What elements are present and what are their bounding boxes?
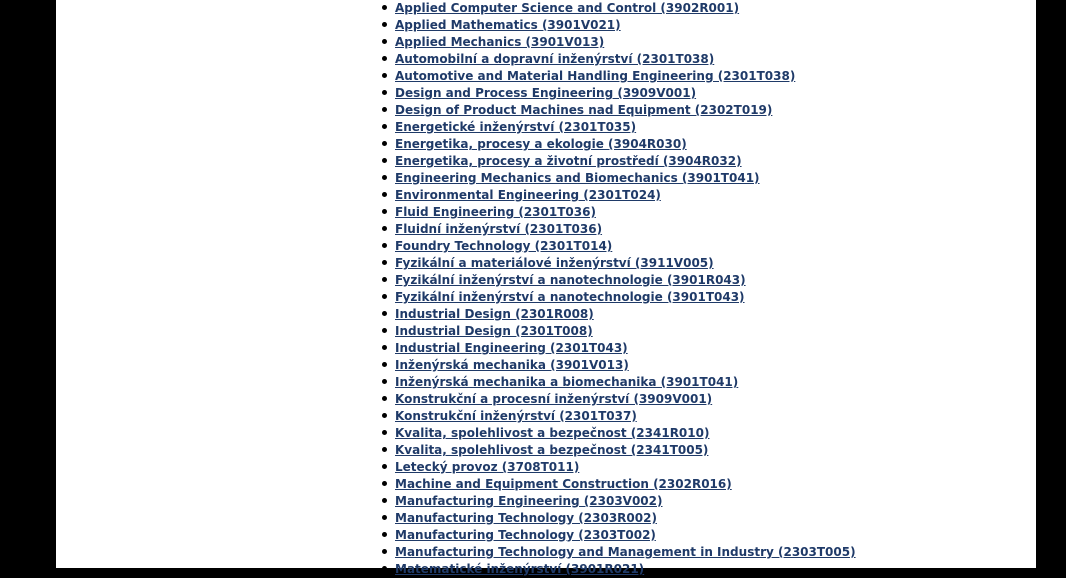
bullet-icon: [382, 243, 387, 248]
bullet-icon: [382, 56, 387, 61]
page-content: [56, 0, 1036, 576]
list-item: [380, 407, 856, 424]
list-item: [380, 220, 856, 237]
program-link[interactable]: Machine and Equipment Construction (2302R016): [395, 477, 732, 491]
bullet-icon: [382, 39, 387, 44]
study-program-list: [380, 0, 856, 577]
list-item: [380, 101, 856, 118]
list-item: [380, 152, 856, 169]
bullet-icon: [382, 311, 387, 316]
list-item: [380, 390, 856, 407]
bullet-icon: [382, 209, 387, 214]
program-link[interactable]: Inženýrská mechanika a biomechanika (3901T041): [395, 375, 739, 389]
list-item: [380, 526, 856, 543]
program-link[interactable]: Automobilní a dopravní inženýrství (2301T038): [395, 52, 715, 66]
bullet-icon: [382, 277, 387, 282]
list-item: [380, 356, 856, 373]
list-item: [380, 322, 856, 339]
bullet-icon: [382, 141, 387, 146]
bullet-icon: [382, 22, 387, 27]
program-link[interactable]: Matematické inženýrství (3901R021): [395, 562, 645, 576]
bullet-icon: [382, 175, 387, 180]
bullet-icon: [382, 396, 387, 401]
program-link[interactable]: Design of Product Machines nad Equipment (2302T019): [395, 103, 773, 117]
bullet-icon: [382, 464, 387, 469]
bullet-icon: [382, 566, 387, 571]
list-item: [380, 67, 856, 84]
bullet-icon: [382, 430, 387, 435]
program-link[interactable]: Applied Mechanics (3901V013): [395, 35, 605, 49]
program-link[interactable]: Fyzikální inženýrství a nanotechnologie (3901R043): [395, 273, 746, 287]
list-item: [380, 543, 856, 560]
program-link[interactable]: Fluid Engineering (2301T036): [395, 205, 596, 219]
program-link[interactable]: Applied Computer Science and Control (3902R001): [395, 1, 740, 15]
bullet-icon: [382, 515, 387, 520]
list-item: [380, 254, 856, 271]
program-link[interactable]: Foundry Technology (2301T014): [395, 239, 613, 253]
list-item: [380, 305, 856, 322]
program-link[interactable]: Industrial Design (2301T008): [395, 324, 593, 338]
bullet-icon: [382, 498, 387, 503]
program-link[interactable]: Manufacturing Engineering (2303V002): [395, 494, 663, 508]
program-link[interactable]: Industrial Engineering (2301T043): [395, 341, 628, 355]
bullet-icon: [382, 90, 387, 95]
program-link[interactable]: Design and Process Engineering (3909V001): [395, 86, 697, 100]
program-link[interactable]: Fluidní inženýrství (2301T036): [395, 222, 603, 236]
bullet-icon: [382, 328, 387, 333]
list-item: [380, 424, 856, 441]
program-link[interactable]: Kvalita, spolehlivost a bezpečnost (2341T005): [395, 443, 709, 457]
list-item: [380, 16, 856, 33]
program-link[interactable]: Fyzikální inženýrství a nanotechnologie (3901T043): [395, 290, 745, 304]
list-item: [380, 373, 856, 390]
list-item: [380, 475, 856, 492]
list-item: [380, 237, 856, 254]
list-item: [380, 441, 856, 458]
program-link[interactable]: Applied Mathematics (3901V021): [395, 18, 621, 32]
list-item: [380, 339, 856, 356]
list-item: [380, 203, 856, 220]
program-link[interactable]: Automotive and Material Handling Engineering (2301T038): [395, 69, 796, 83]
program-link[interactable]: Letecký provoz (3708T011): [395, 460, 580, 474]
list-item: [380, 271, 856, 288]
program-link[interactable]: Energetika, procesy a životní prostředí (3904R032): [395, 154, 742, 168]
bullet-icon: [382, 413, 387, 418]
bullet-icon: [382, 447, 387, 452]
list-item: [380, 169, 856, 186]
list-item: [380, 33, 856, 50]
program-link[interactable]: Inženýrská mechanika (3901V013): [395, 358, 629, 372]
bullet-icon: [382, 260, 387, 265]
program-link[interactable]: Manufacturing Technology and Management in Industry (2303T005): [395, 545, 856, 559]
program-link[interactable]: Manufacturing Technology (2303T002): [395, 528, 656, 542]
list-item: [380, 118, 856, 135]
program-link[interactable]: Industrial Design (2301R008): [395, 307, 594, 321]
bullet-icon: [382, 192, 387, 197]
bullet-icon: [382, 362, 387, 367]
list-item: [380, 288, 856, 305]
list-item: [380, 492, 856, 509]
program-link[interactable]: Engineering Mechanics and Biomechanics (3901T041): [395, 171, 760, 185]
program-link[interactable]: Konstrukční inženýrství (2301T037): [395, 409, 637, 423]
list-item: [380, 560, 856, 577]
program-link[interactable]: Environmental Engineering (2301T024): [395, 188, 661, 202]
bullet-icon: [382, 345, 387, 350]
bullet-icon: [382, 73, 387, 78]
list-item: [380, 0, 856, 16]
list-item: [380, 84, 856, 101]
program-link[interactable]: Konstrukční a procesní inženýrství (3909V001): [395, 392, 713, 406]
bullet-icon: [382, 5, 387, 10]
program-link[interactable]: Energetika, procesy a ekologie (3904R030): [395, 137, 687, 151]
list-item: [380, 509, 856, 526]
program-link[interactable]: Energetické inženýrství (2301T035): [395, 120, 637, 134]
bullet-icon: [382, 294, 387, 299]
bullet-icon: [382, 226, 387, 231]
bullet-icon: [382, 379, 387, 384]
program-link[interactable]: Kvalita, spolehlivost a bezpečnost (2341R010): [395, 426, 710, 440]
program-link[interactable]: Fyzikální a materiálové inženýrství (3911V005): [395, 256, 714, 270]
bullet-icon: [382, 532, 387, 537]
list-item: [380, 50, 856, 67]
bullet-icon: [382, 124, 387, 129]
list-item: [380, 186, 856, 203]
bullet-icon: [382, 158, 387, 163]
bullet-icon: [382, 481, 387, 486]
bullet-icon: [382, 549, 387, 554]
bullet-icon: [382, 107, 387, 112]
program-link[interactable]: Manufacturing Technology (2303R002): [395, 511, 657, 525]
list-item: [380, 135, 856, 152]
list-item: [380, 458, 856, 475]
